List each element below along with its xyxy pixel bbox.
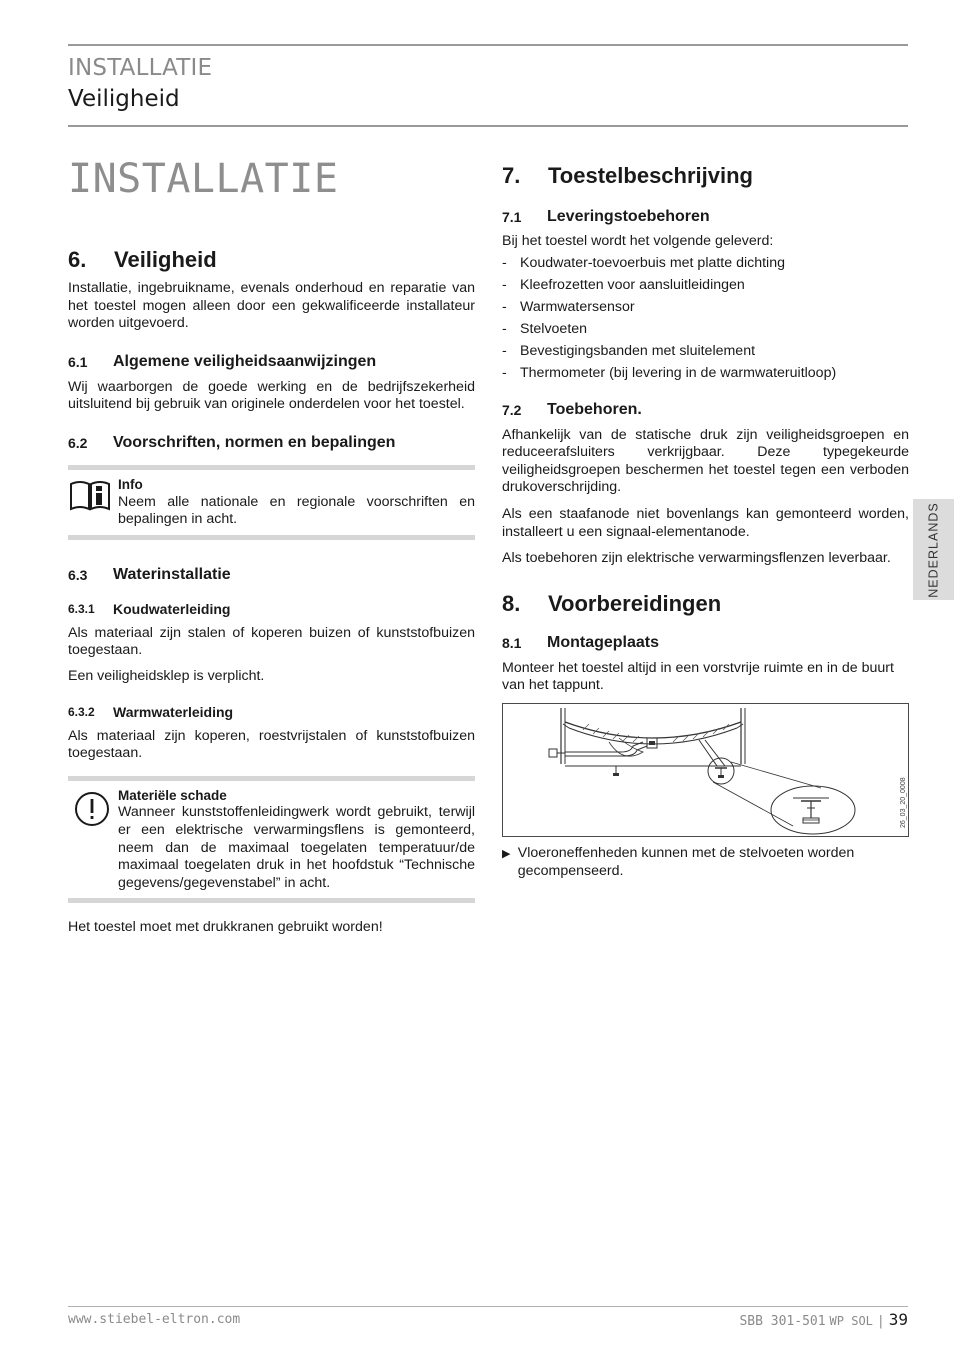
exclamation-icon (68, 787, 118, 893)
closing-text: Het toestel moet met drukkranen gebruikt worden! (68, 919, 383, 936)
heading-number: 7.1 (502, 209, 522, 225)
heading-8 (502, 588, 909, 620)
section-7-2-text-2: Als een staafanode niet bovenlangs kan gemonteerd worden, installeert u een signaal-elementanode. (502, 505, 909, 540)
warning-title: Materiële schade (118, 787, 227, 803)
heading-number: 8.1 (502, 634, 522, 651)
language-side-tab (913, 499, 954, 600)
heading-text: Waterinstallatie (113, 565, 231, 583)
section-6-3-1-text: Als materiaal zijn stalen of koperen buizen of kunststofbuizen toegestaan. (68, 624, 475, 659)
delivery-list (502, 252, 909, 384)
heading-text: Algemene veiligheidsaanwijzingen (113, 352, 377, 370)
heading-number: 6.3 (68, 566, 88, 583)
heading-number: 7. (502, 163, 521, 188)
info-title: Info (118, 476, 143, 492)
info-text: Neem alle nationale en regionale voorschriften en bepalingen in acht. (118, 493, 475, 528)
installation-figure (502, 703, 909, 837)
heading-7 (502, 160, 909, 192)
heading-number: 6.3.1 (68, 601, 95, 616)
instruction-step (502, 845, 909, 880)
heading-7-1 (502, 206, 909, 228)
section-7-2-text-1: Afhankelijk van de statische druk zijn veiligheidsgroepen en reduceerafsluiters verkrijgbaar. Deze typegekeurde veiligheidsgroepen beschermen het toestel tegen een verboden drukoverschrijding. (502, 426, 909, 496)
language-label: NEDERLANDS (926, 501, 941, 598)
header-section: INSTALLATIE (68, 55, 213, 81)
section-7-2-text-3: Als toebehoren zijn elektrische verwarmingsflenzen leverbaar. (502, 550, 891, 567)
heading-number: 7.2 (502, 401, 522, 418)
heading-number: 6. (68, 247, 87, 272)
left-column (68, 244, 475, 937)
section-6-1-text: Wij waarborgen de goede werking en de bedrijfszekerheid uitsluitend bij gebruik van originele onderdelen voor het toestel. (68, 378, 475, 413)
section-8-1-text: Monteer het toestel altijd in een vorstvrije ruimte en in de buurt van het tappunt. (502, 659, 894, 694)
heading-text: Koudwaterleiding (113, 600, 231, 617)
top-rule (68, 44, 908, 46)
heading-7-2 (502, 399, 909, 421)
heading-6-1 (68, 351, 475, 373)
heading-text: Voorbereidingen (548, 590, 722, 616)
heading-6-2 (68, 432, 475, 454)
footer-page-info (739, 1310, 908, 1329)
heading-text: Voorschriften, normen en bepalingen (113, 433, 396, 451)
page-number: 39 (888, 1310, 908, 1329)
instruction-text: Vloeroneffenheden kunnen met de stelvoeten worden gecompenseerd. (517, 844, 855, 879)
footer-separator: | (876, 1314, 885, 1329)
heading-6-3-1 (68, 599, 475, 619)
heading-number: 8. (502, 590, 521, 616)
footer-model: SBB 301-501 (739, 1314, 826, 1329)
list-item: - Koudwater-toevoerbuis met platte dichting (502, 254, 785, 271)
section-6-3-1-text-2: Een veiligheidsklep is verplicht. (68, 667, 265, 684)
footer-rule (68, 1306, 908, 1307)
info-notice (68, 465, 475, 540)
page-title: INSTALLATIE (68, 156, 339, 202)
list-item: - Bevestigingsbanden met sluitelement (502, 342, 756, 359)
heading-6-3 (68, 564, 475, 586)
heading-number: 6.1 (68, 353, 88, 370)
heading-text: Toestelbeschrijving (548, 163, 753, 188)
heading-text: Montageplaats (547, 633, 660, 651)
footer-url: www.stiebel-eltron.com (68, 1312, 241, 1327)
section-6-text: Installatie, ingebruikname, evenals onderhoud en reparatie van het toestel mogen alleen door een gekwalificeerde installateur worden uitgevoerd. (68, 280, 475, 332)
list-item: - Kleefrozetten voor aansluitleidingen (502, 276, 745, 293)
list-item: - Stelvoeten (502, 320, 588, 337)
heading-text: Toebehoren. (547, 400, 642, 418)
warning-text: Wanneer kunststoffenleidingwerk wordt gebruikt, terwijl er een elektrische verwarmingsflens is gemonteerd, neem dan de maximaal toegelaten temperatuur/de maximaal toegelaten druk in het hoofdstuk “Technische gegevens/gegevenstabel” in acht. (118, 804, 475, 891)
section-7-1-intro: Bij het toestel wordt het volgende geleverd: (502, 233, 774, 249)
list-item: - Warmwatersensor (502, 298, 635, 315)
header-subsection: Veiligheid (68, 86, 180, 112)
info-book-icon (68, 476, 118, 529)
heading-text: Leveringstoebehoren (547, 208, 710, 225)
heading-text: Veiligheid (114, 247, 217, 272)
warning-notice (68, 776, 475, 904)
footer-model-suffix: WP SOL (829, 1314, 873, 1328)
heading-text: Warmwaterleiding (113, 703, 234, 720)
header-rule (68, 125, 908, 127)
heading-8-1 (502, 632, 909, 654)
right-column (502, 160, 909, 880)
heading-number: 6.3.2 (68, 704, 95, 719)
floor-leveling-diagram (503, 704, 908, 836)
section-6-3-2-text: Als materiaal zijn koperen, roestvrijstalen of kunststofbuizen toegestaan. (68, 727, 475, 762)
heading-6 (68, 244, 475, 276)
figure-code: 26_03_20_0008 (900, 777, 907, 828)
heading-6-3-2 (68, 702, 475, 722)
heading-number: 6.2 (68, 434, 88, 451)
play-arrow-icon: ▶ (502, 847, 511, 860)
list-item: - Thermometer (bij levering in de warmwateruitloop) (502, 364, 837, 381)
